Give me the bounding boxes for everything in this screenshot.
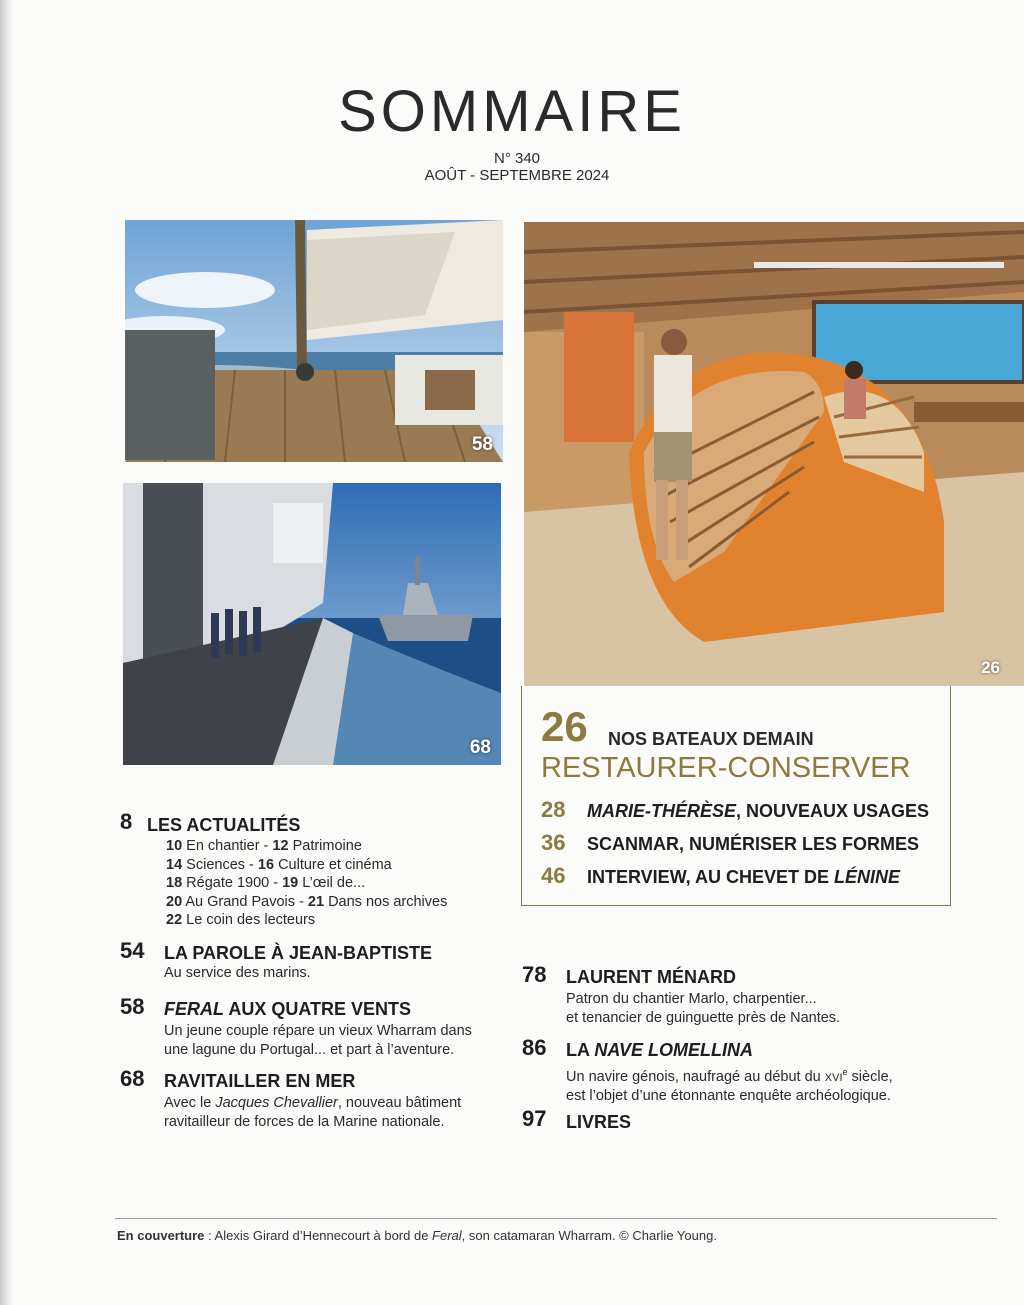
- boat-name: LÉNINE: [834, 867, 901, 887]
- photo-page-number: 68: [469, 737, 491, 758]
- feature-page-number: 26: [541, 703, 588, 750]
- issue-number: N° 340: [493, 150, 541, 167]
- description-line: et tenancier de guinguette près de Nantes.: [566, 1009, 841, 1026]
- feature-item-text: INTERVIEW, AU CHEVET DE: [587, 867, 835, 887]
- section-title: LA NAVE LOMELLINA: [566, 1040, 753, 1060]
- section-page-number: 58: [120, 994, 145, 1019]
- section-title: RAVITAILLER EN MER: [164, 1071, 356, 1091]
- feature-item-title: SCANMAR, NUMÉRISER LES FORMES: [587, 834, 920, 854]
- section-description: [164, 1022, 472, 1059]
- description-line: est l’objet d’une étonnante enquête archéologique.: [566, 1088, 891, 1105]
- photo-page-number: 58: [471, 434, 493, 455]
- section-description: [566, 1063, 893, 1106]
- description-line: Patron du chantier Marlo, charpentier...: [566, 991, 817, 1007]
- description-line: Un jeune couple répare un vieux Wharram dans: [164, 1023, 472, 1039]
- actualites-line: 18 Régate 1900 - 19 L’œil de...: [166, 875, 366, 891]
- description-line: ravitailleur de forces de la Marine nationale.: [164, 1113, 445, 1130]
- section-page-number: 97: [522, 1106, 547, 1131]
- boat-name: FERAL: [164, 999, 224, 1019]
- photo-page-number: 26: [981, 658, 1000, 677]
- ship-name: NAVE LOMELLINA: [594, 1040, 753, 1060]
- issue-info: [0, 150, 1024, 184]
- issue-date: AOÛT - SEPTEMBRE 2024: [424, 167, 610, 184]
- feature-item-title: [587, 867, 900, 888]
- cover-credit: En couverture : Alexis Girard d’Hennecourt à bord de Feral, son catamaran Wharram. © Charlie Young.: [117, 1228, 717, 1243]
- feature-item-page: 28: [541, 797, 566, 822]
- boat-name: MARIE-THÉRÈSE: [587, 801, 737, 821]
- section-title: LIVRES: [566, 1112, 632, 1132]
- section-description: Au service des marins.: [164, 965, 311, 981]
- description-line: Un navire génois, naufragé au début du XVIe siècle,: [566, 1067, 893, 1085]
- navy-ships-photo: [123, 483, 501, 765]
- description-line: une lagune du Portugal... et part à l’aventure.: [164, 1041, 455, 1058]
- page-title: SOMMAIRE: [338, 79, 686, 144]
- section-description: [164, 1094, 461, 1131]
- feature-item-text: , NOUVEAUX USAGES: [736, 801, 930, 821]
- actualites-line: 10 En chantier - 12 Patrimoine: [166, 838, 362, 854]
- section-description: [566, 990, 840, 1027]
- feature-item-title: [587, 801, 929, 822]
- feature-item-page: 36: [541, 830, 566, 855]
- feature-item-page: 46: [541, 863, 566, 888]
- page-gutter-shadow: [0, 0, 14, 1305]
- feature-kicker: NOS BATEAUX DEMAIN: [608, 729, 814, 749]
- description-line: Avec le Jacques Chevallier, nouveau bâtiment: [164, 1095, 462, 1111]
- actualites-line: 20 Au Grand Pavois - 21 Dans nos archives: [166, 893, 448, 910]
- section-page-number: 8: [120, 809, 133, 834]
- section-title: LAURENT MÉNARD: [566, 967, 736, 987]
- actualites-list: [166, 837, 447, 930]
- actualites-line: 14 Sciences - 16 Culture et cinéma: [166, 856, 392, 873]
- footer-divider: [115, 1218, 997, 1219]
- boat-workshop-photo: [524, 222, 1024, 686]
- section-title: LA PAROLE À JEAN-BAPTISTE: [164, 943, 433, 963]
- section-title-text: AUX QUATRE VENTS: [224, 999, 412, 1019]
- section-title: [164, 999, 411, 1020]
- actualites-line: 22 Le coin des lecteurs: [166, 912, 316, 928]
- section-title: LES ACTUALITÉS: [147, 815, 301, 835]
- feature-title: RESTAURER-CONSERVER: [541, 752, 911, 784]
- section-page-number: 54: [120, 938, 145, 963]
- sailboat-deck-photo: [125, 220, 503, 462]
- section-page-number: 78: [522, 962, 547, 987]
- section-page-number: 68: [120, 1066, 145, 1091]
- section-page-number: 86: [522, 1035, 547, 1060]
- cover-credit-label: En couverture: [117, 1228, 205, 1243]
